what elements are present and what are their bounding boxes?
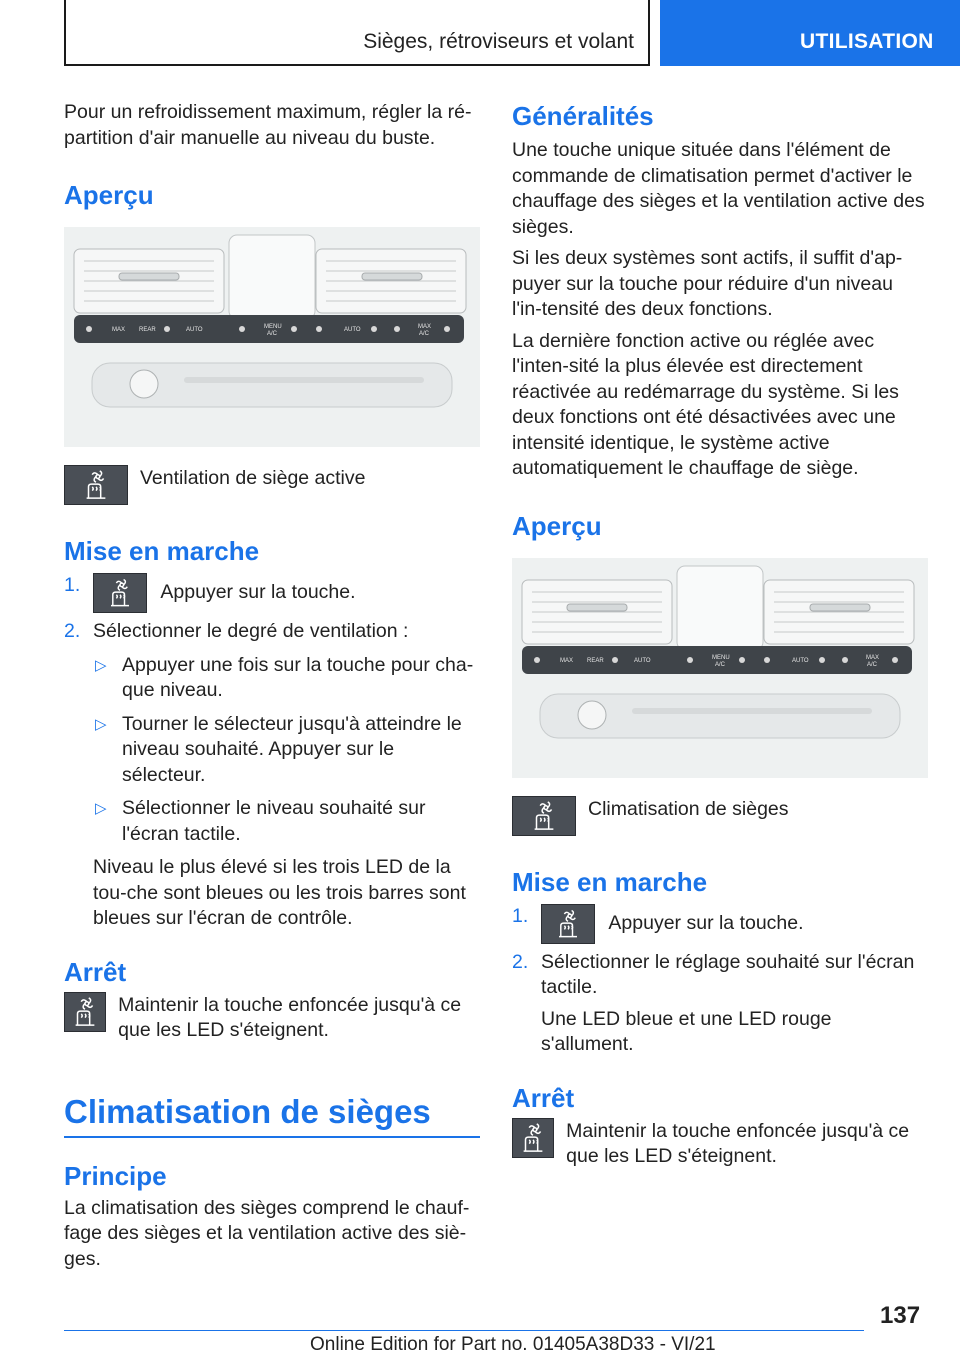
arret-heading: Arrêt bbox=[512, 1082, 575, 1113]
generalites-paragraph-2: Si les deux systèmes sont actifs, il suffit d'ap-puyer sur la touche pour réduire d'un niveau l'in-tensité des deux fonctions. bbox=[512, 247, 903, 320]
mise-en-marche-heading: Mise en marche bbox=[512, 866, 708, 897]
svg-text:MENU: MENU bbox=[264, 324, 282, 330]
principe-text: La climatisation des sièges comprend le chauf-fage des sièges et la ventilation active des siè-ges. bbox=[64, 1196, 470, 1270]
triangle-bullet-icon: ▷ bbox=[95, 715, 107, 733]
step-text: Appuyer sur la touche. bbox=[608, 911, 804, 934]
svg-text:A/C: A/C bbox=[715, 661, 726, 668]
right-column bbox=[512, 100, 928, 1170]
apercu-heading: Aperçu bbox=[512, 510, 602, 541]
principe-heading: Principe bbox=[64, 1160, 167, 1191]
step-number: 1. bbox=[512, 904, 529, 927]
step-text: Sélectionner le réglage souhaité sur l'écran tactile. bbox=[541, 950, 915, 998]
svg-text:MAX: MAX bbox=[560, 657, 574, 664]
right-step-2 bbox=[512, 950, 928, 1058]
svg-text:A/C: A/C bbox=[267, 331, 278, 337]
right-steps-list bbox=[512, 904, 928, 1058]
svg-text:MAX: MAX bbox=[112, 327, 126, 333]
svg-text:MAX: MAX bbox=[866, 654, 880, 661]
svg-text:REAR: REAR bbox=[587, 657, 604, 664]
seat-climate-icon bbox=[512, 796, 576, 836]
footer-divider bbox=[64, 1330, 864, 1331]
intro-paragraph: Pour un refroidissement maximum, régler la ré-partition d'air manuelle au niveau du buste. bbox=[64, 101, 472, 149]
step-text: Appuyer sur la touche. bbox=[160, 581, 356, 604]
seat-climate-button-icon bbox=[541, 904, 595, 944]
title-divider bbox=[64, 1136, 480, 1138]
left-step-1 bbox=[64, 573, 480, 613]
svg-text:A/C: A/C bbox=[419, 331, 430, 337]
caption-climatisation bbox=[512, 796, 928, 836]
arret-heading: Arrêt bbox=[64, 956, 127, 987]
step-text: Sélectionner le degré de ventilation : bbox=[93, 620, 409, 642]
arret-caption bbox=[512, 1118, 928, 1170]
level-note: Niveau le plus élevé si les trois LED de la tou-che sont bleues ou les trois barres sont bleues sur l'écran de contrôle. bbox=[93, 856, 466, 929]
svg-text:AUTO: AUTO bbox=[792, 657, 809, 664]
mise-en-marche-heading: Mise en marche bbox=[64, 536, 260, 566]
svg-text:AUTO: AUTO bbox=[634, 657, 651, 664]
footer-edition: Online Edition for Part no. 01405A38D33 - VI/21 bbox=[310, 1334, 716, 1355]
arret-text: Maintenir la touche enfoncée jusqu'à ce que les LED s'éteignent. bbox=[118, 993, 462, 1041]
caption-climatisation-text: Climatisation de sièges bbox=[588, 797, 789, 820]
svg-text:REAR: REAR bbox=[139, 327, 156, 333]
climatisation-sieges-title: Climatisation de sièges bbox=[64, 1092, 431, 1130]
triangle-bullet-icon: ▷ bbox=[95, 656, 107, 674]
step-number: 1. bbox=[64, 574, 81, 596]
bullet-text: Tourner le sélecteur jusqu'à atteindre le niveau souhaité. Appuyer sur le sélecteur. bbox=[122, 712, 462, 786]
climate-panel-photo bbox=[512, 558, 928, 778]
arret-text: Maintenir la touche enfoncée jusqu'à ce que les LED s'éteignent. bbox=[566, 1119, 910, 1167]
generalites-paragraph-1: Une touche unique située dans l'élément de commande de climatisation permet d'activer le chauffage des sièges et la ventilation active des sièges. bbox=[512, 139, 925, 238]
bullet-item bbox=[93, 653, 480, 704]
triangle-bullet-icon: ▷ bbox=[95, 800, 107, 817]
svg-text:MENU: MENU bbox=[712, 654, 730, 661]
svg-text:A/C: A/C bbox=[867, 661, 878, 668]
bullet-text: Appuyer une fois sur la touche pour cha-que niveau. bbox=[122, 653, 474, 701]
header-chapter-tab[interactable] bbox=[660, 0, 960, 66]
bullet-item bbox=[93, 796, 480, 847]
header-section-box bbox=[64, 0, 650, 66]
svg-text:AUTO: AUTO bbox=[344, 327, 361, 333]
right-step-1 bbox=[512, 904, 928, 944]
seat-ventilation-button-icon bbox=[93, 573, 147, 613]
svg-text:MAX: MAX bbox=[418, 324, 432, 330]
svg-text:AUTO: AUTO bbox=[186, 327, 203, 333]
step-number: 2. bbox=[512, 950, 529, 973]
climate-panel-photo bbox=[64, 227, 480, 447]
header-chapter-label: UTILISATION bbox=[800, 30, 934, 53]
generalites-paragraph-3: La dernière fonction active ou réglée avec l'inten-sité la plus élevée est directement réactivée au redémarrage du système. Si les deux fonctions ont été désactivées avec une intensité identique, le système active automatiquement le chauffage de siège. bbox=[512, 329, 899, 479]
seat-ventilation-icon bbox=[64, 465, 128, 505]
seat-climate-icon bbox=[512, 1118, 554, 1158]
apercu-heading: Aperçu bbox=[64, 180, 154, 210]
left-step-2 bbox=[64, 619, 480, 932]
caption-ventilation-text: Ventilation de siège active bbox=[140, 467, 366, 489]
bullet-text: Sélectionner le niveau souhaité sur l'écran tactile. bbox=[122, 797, 426, 845]
left-column bbox=[64, 100, 480, 1272]
arret-caption bbox=[64, 992, 480, 1044]
header-section-title: Sièges, rétroviseurs et volant bbox=[363, 30, 634, 53]
page-number: 137 bbox=[880, 1302, 921, 1329]
bullet-item bbox=[93, 712, 480, 789]
caption-ventilation bbox=[64, 465, 480, 505]
generalites-heading: Généralités bbox=[512, 101, 654, 131]
left-steps-list bbox=[64, 573, 480, 932]
left-step-2-bullets bbox=[93, 653, 480, 848]
step-number: 2. bbox=[64, 620, 81, 642]
led-note: Une LED bleue et une LED rouge s'allument. bbox=[541, 1007, 832, 1055]
seat-ventilation-icon bbox=[64, 992, 106, 1032]
